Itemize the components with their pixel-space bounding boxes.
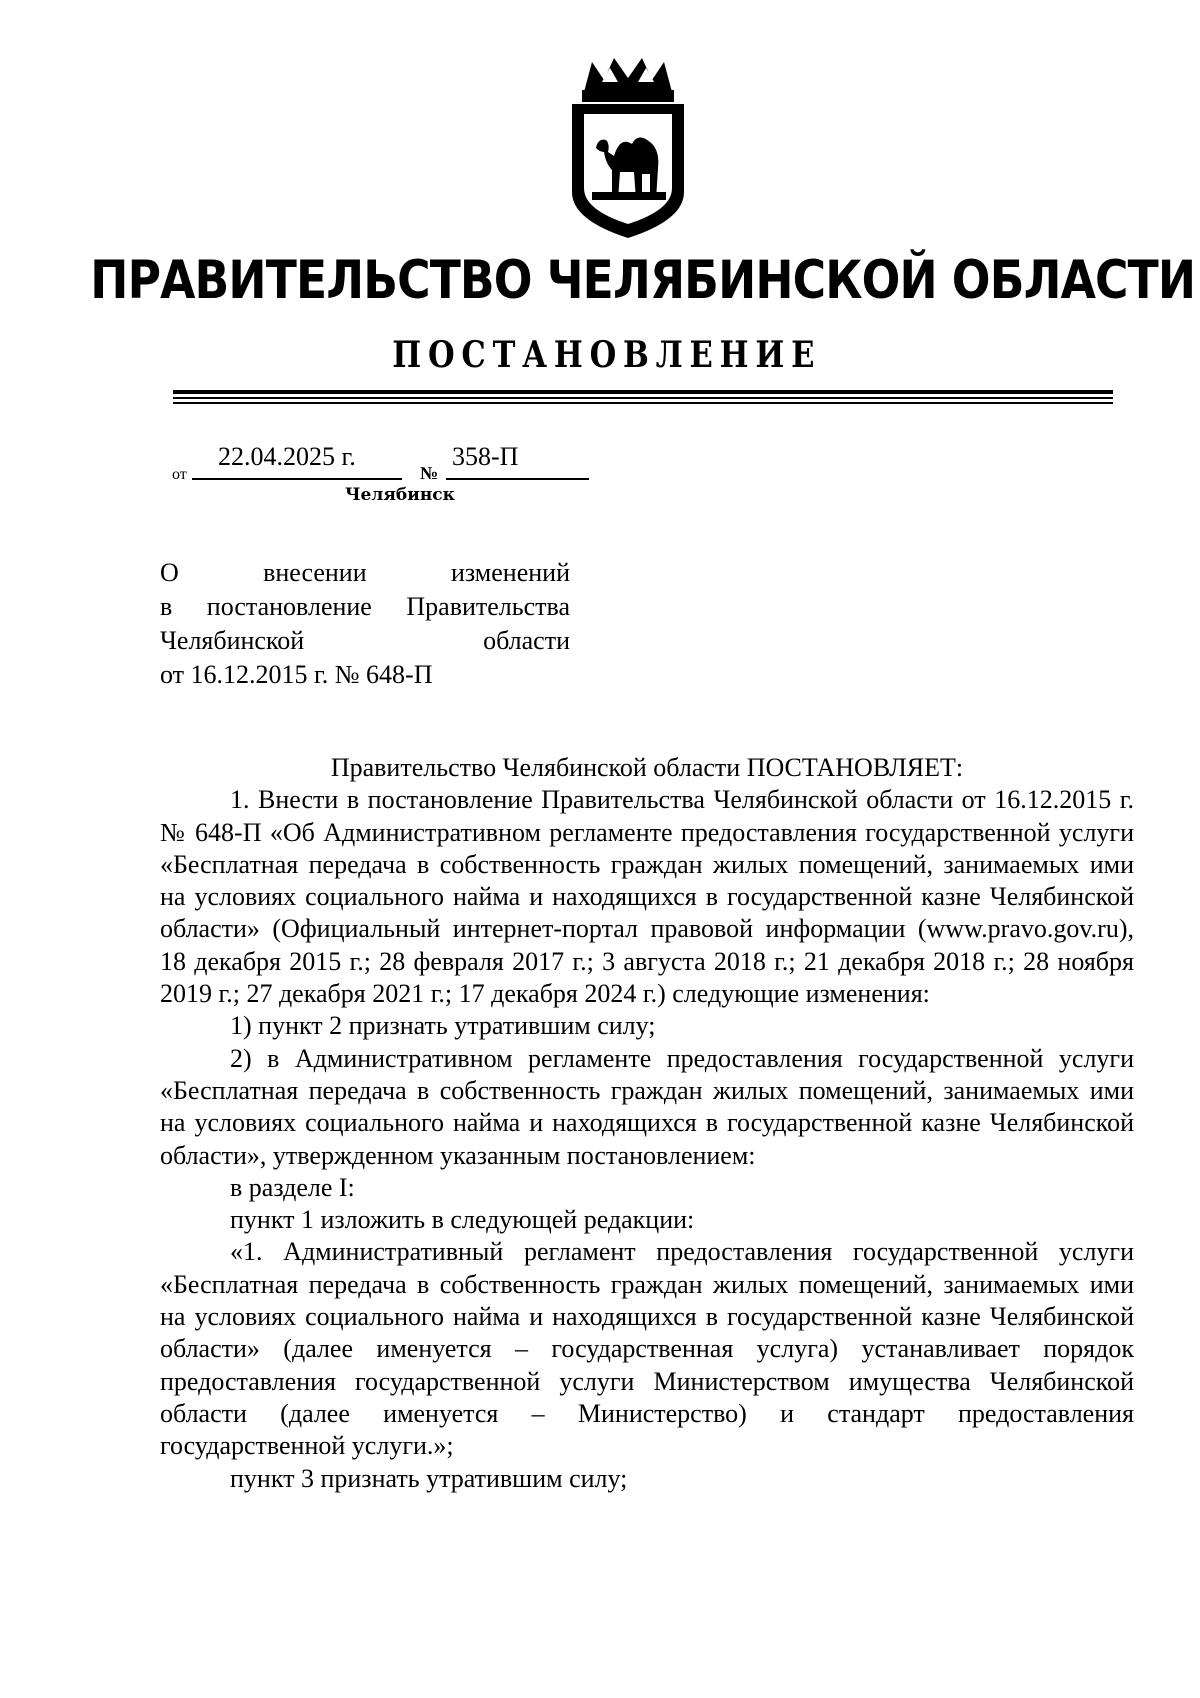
- coat-of-arms-icon: [562, 52, 694, 242]
- document-number: 358-П: [452, 442, 519, 471]
- document-type: ПОСТАНОВЛЕНИЕ: [392, 334, 822, 376]
- body-paragraph: пункт 3 признать утратившим силу;: [230, 1463, 628, 1493]
- date-underline: [192, 478, 402, 480]
- body-paragraph: пункт 1 изложить в следующей редакции:: [230, 1205, 695, 1235]
- body-paragraph: 2) в Административном регламенте предоставления государственной услуги «Бесплатная передача в собственность граждан жилых помещений, занимаемых ими на условиях социального найма и находящихся в государственной казне Челябинской области», утвержденном указанным постановлением:: [160, 1043, 1134, 1170]
- subject-line: в постановление Правительства: [160, 592, 570, 621]
- document-subject: [160, 556, 570, 692]
- subject-line: от 16.12.2015 г. № 648-П: [160, 660, 433, 689]
- body-paragraph: 1. Внести в постановление Правительства Челябинской области от 16.12.2015 г. № 648-П «Об Административном регламенте предоставления государственной услуги «Бесплатная передача в собственность граждан жилых помещений, занимаемых ими на условиях социального найма и находящихся в государственной казне Челябинской области» (Официальный интернет-портал правовой информации (www.pravo.gov.ru), 18 декабря 2015 г.; 28 февраля 2017 г.; 3 августа 2018 г.; 21 декабря 2018 г.; 28 ноября 2019 г.; 27 декабря 2021 г.; 17 декабря 2024 г.) следующие изменения:: [160, 785, 1134, 1009]
- header-divider-thin: [173, 397, 1113, 399]
- body-paragraph: 1) пункт 2 признать утратившим силу;: [230, 1011, 656, 1041]
- body-paragraph: в разделе I:: [230, 1172, 355, 1202]
- body-paragraph: «1. Административный регламент предоставления государственной услуги «Бесплатная передача в собственность граждан жилых помещений, занимаемых ими на условиях социального найма и находящихся в государственной казне Челябинской области» (далее именуется – государственная услуга) устанавливает порядок предоставления государственной услуги Министерством имущества Челябинской области (далее именуется – Министерство) и стандарт предоставления государственной услуги.»;: [160, 1237, 1134, 1461]
- number-underline: [446, 478, 589, 480]
- subject-line: Челябинской области: [160, 626, 570, 655]
- header-divider-thin: [173, 402, 1113, 404]
- subject-line: О внесении изменений: [160, 558, 570, 587]
- number-label: №: [420, 463, 439, 483]
- from-label: от: [172, 466, 187, 483]
- document-date: 22.04.2025 г.: [218, 442, 356, 471]
- document-body: [160, 752, 1134, 1495]
- government-name: ПРАВИТЕЛЬСТВО ЧЕЛЯБИНСКОЙ ОБЛАСТИ: [90, 250, 1196, 311]
- city-name: Челябинск: [345, 485, 455, 505]
- header-divider-thick: [173, 390, 1113, 394]
- decree-line: Правительство Челябинской области ПОСТАНОВЛЯЕТ:: [330, 753, 964, 782]
